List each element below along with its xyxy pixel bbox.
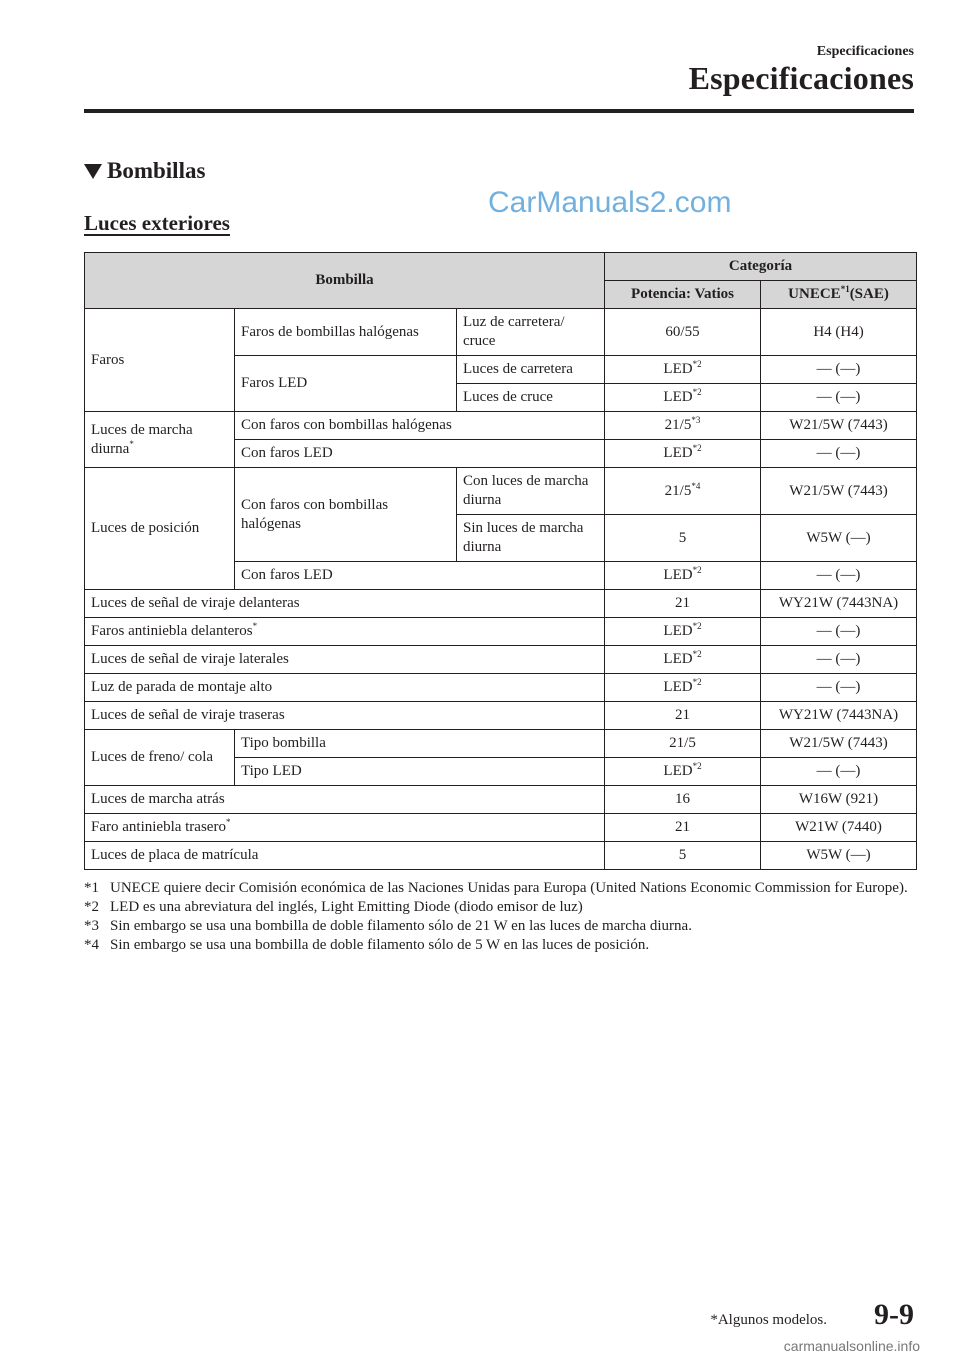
footnote: *4 Sin embargo se usa una bombilla de doble filamento sólo de 5 W en las luces de posición. xyxy=(84,937,650,953)
row-label-front-turn: Luces de señal de viraje delanteras xyxy=(85,590,605,618)
cell-code: H4 (H4) xyxy=(761,309,917,356)
table-row xyxy=(85,702,917,730)
cell-power: 16 xyxy=(605,786,761,814)
cell-type: Tipo LED xyxy=(235,758,605,786)
cell-power: LED$^{*2}$ xyxy=(605,758,761,786)
bulb-spec-table xyxy=(84,252,917,870)
cell-power: 5 xyxy=(605,842,761,870)
cell-type: Con luces de marcha diurna xyxy=(457,468,605,515)
cell-power: LED$^{*2}$ xyxy=(605,356,761,384)
cell-group: Faros LED xyxy=(235,356,457,412)
cell-power: LED$^{*2}$ xyxy=(605,562,761,590)
cell-power: 21 xyxy=(605,702,761,730)
triangle-down-icon xyxy=(84,164,102,179)
table-row xyxy=(85,646,917,674)
cell-power: LED$^{*2}$ xyxy=(605,440,761,468)
row-label-brake-tail: Luces de freno/ cola xyxy=(85,730,235,786)
cell-power: LED$^{*2}$ xyxy=(605,618,761,646)
footnote: *1 UNECE quiere decir Comisión económica de las Naciones Unidas para Europa (United Nations Economic Commission for Europe). xyxy=(84,880,908,896)
row-label-rear-turn: Luces de señal de viraje traseras xyxy=(85,702,605,730)
header-rule xyxy=(84,109,914,113)
cell-code: W21/5W (7443) xyxy=(761,730,917,758)
cell-power: 21 xyxy=(605,814,761,842)
header-section-label: Especificaciones xyxy=(816,44,914,59)
cell-code: — (—) xyxy=(761,674,917,702)
cell-code: — (—) xyxy=(761,440,917,468)
header-unece: UNECE$^{*1}$(SAE) xyxy=(761,281,917,309)
cell-power: LED$^{*2}$ xyxy=(605,384,761,412)
footnotes xyxy=(84,879,916,955)
row-label-plate: Luces de placa de matrícula xyxy=(85,842,605,870)
cell-code: — (—) xyxy=(761,758,917,786)
cell-code: — (—) xyxy=(761,562,917,590)
cell-power: 5 xyxy=(605,515,761,562)
cell-code: W21/5W (7443) xyxy=(761,468,917,515)
table-row xyxy=(85,814,917,842)
cell-power: 21/5 xyxy=(605,730,761,758)
cell-code: W16W (921) xyxy=(761,786,917,814)
table-row xyxy=(85,786,917,814)
cell-code: W5W (—) xyxy=(761,842,917,870)
row-label-position: Luces de posición xyxy=(85,468,235,590)
section-heading xyxy=(84,158,205,184)
cell-power: 21 xyxy=(605,590,761,618)
cell-power: 21/5$^{*3}$ xyxy=(605,412,761,440)
subsection-title: Luces exteriores xyxy=(84,211,230,235)
cell-code: — (—) xyxy=(761,384,917,412)
cell-code: W21/5W (7443) xyxy=(761,412,917,440)
cell-power: LED$^{*2}$ xyxy=(605,646,761,674)
header-potencia: Potencia: Vatios xyxy=(605,281,761,309)
section-title: Bombillas xyxy=(107,158,206,183)
cell-group: Con faros con bombillas halógenas xyxy=(235,468,457,562)
cell-type: Con faros LED xyxy=(235,562,605,590)
cell-type: Con faros con bombillas halógenas xyxy=(235,412,605,440)
row-label-faros: Faros xyxy=(85,309,235,412)
table-row xyxy=(85,842,917,870)
cell-type: Luces de cruce xyxy=(457,384,605,412)
cell-power: 21/5$^{*4}$ xyxy=(605,468,761,515)
page-number: 9-9 xyxy=(874,1298,914,1331)
cell-code: W5W (—) xyxy=(761,515,917,562)
table-row xyxy=(85,590,917,618)
row-label-rear-fog: Faro antiniebla trasero* xyxy=(85,814,605,842)
cell-type: Sin luces de marcha diurna xyxy=(457,515,605,562)
header-chapter-title: Especificaciones xyxy=(688,60,914,96)
table-row xyxy=(85,412,917,440)
row-label-high-stop: Luz de parada de montaje alto xyxy=(85,674,605,702)
row-label-drl: Luces de marcha diurna* xyxy=(85,412,235,468)
footer-models-note: *Algunos modelos. xyxy=(710,1312,827,1328)
cell-power: 60/55 xyxy=(605,309,761,356)
footer-site: carmanualsonline.info xyxy=(783,1338,920,1354)
cell-code: — (—) xyxy=(761,618,917,646)
row-label-side-turn: Luces de señal de viraje laterales xyxy=(85,646,605,674)
footnote: *3 Sin embargo se usa una bombilla de doble filamento sólo de 21 W en las luces de marcha diurna. xyxy=(84,918,692,934)
table-row xyxy=(85,618,917,646)
cell-code: WY21W (7443NA) xyxy=(761,702,917,730)
cell-code: — (—) xyxy=(761,646,917,674)
cell-code: W21W (7440) xyxy=(761,814,917,842)
cell-code: WY21W (7443NA) xyxy=(761,590,917,618)
cell-type: Luces de carretera xyxy=(457,356,605,384)
table-row xyxy=(85,730,917,758)
cell-type: Luz de carretera/ cruce xyxy=(457,309,605,356)
header-bombilla: Bombilla xyxy=(85,253,605,309)
table-row xyxy=(85,309,917,356)
cell-group: Faros de bombillas halógenas xyxy=(235,309,457,356)
footnote: *2 LED es una abreviatura del inglés, Light Emitting Diode (diodo emisor de luz) xyxy=(84,899,583,915)
row-label-reverse: Luces de marcha atrás xyxy=(85,786,605,814)
table-row xyxy=(85,468,917,515)
cell-type: Tipo bombilla xyxy=(235,730,605,758)
table-row xyxy=(85,674,917,702)
cell-type: Con faros LED xyxy=(235,440,605,468)
row-label-front-fog: Faros antiniebla delanteros* xyxy=(85,618,605,646)
cell-power: LED$^{*2}$ xyxy=(605,674,761,702)
header-categoria: Categoría xyxy=(605,253,917,281)
watermark: CarManuals2.com xyxy=(488,186,732,219)
cell-code: — (—) xyxy=(761,356,917,384)
